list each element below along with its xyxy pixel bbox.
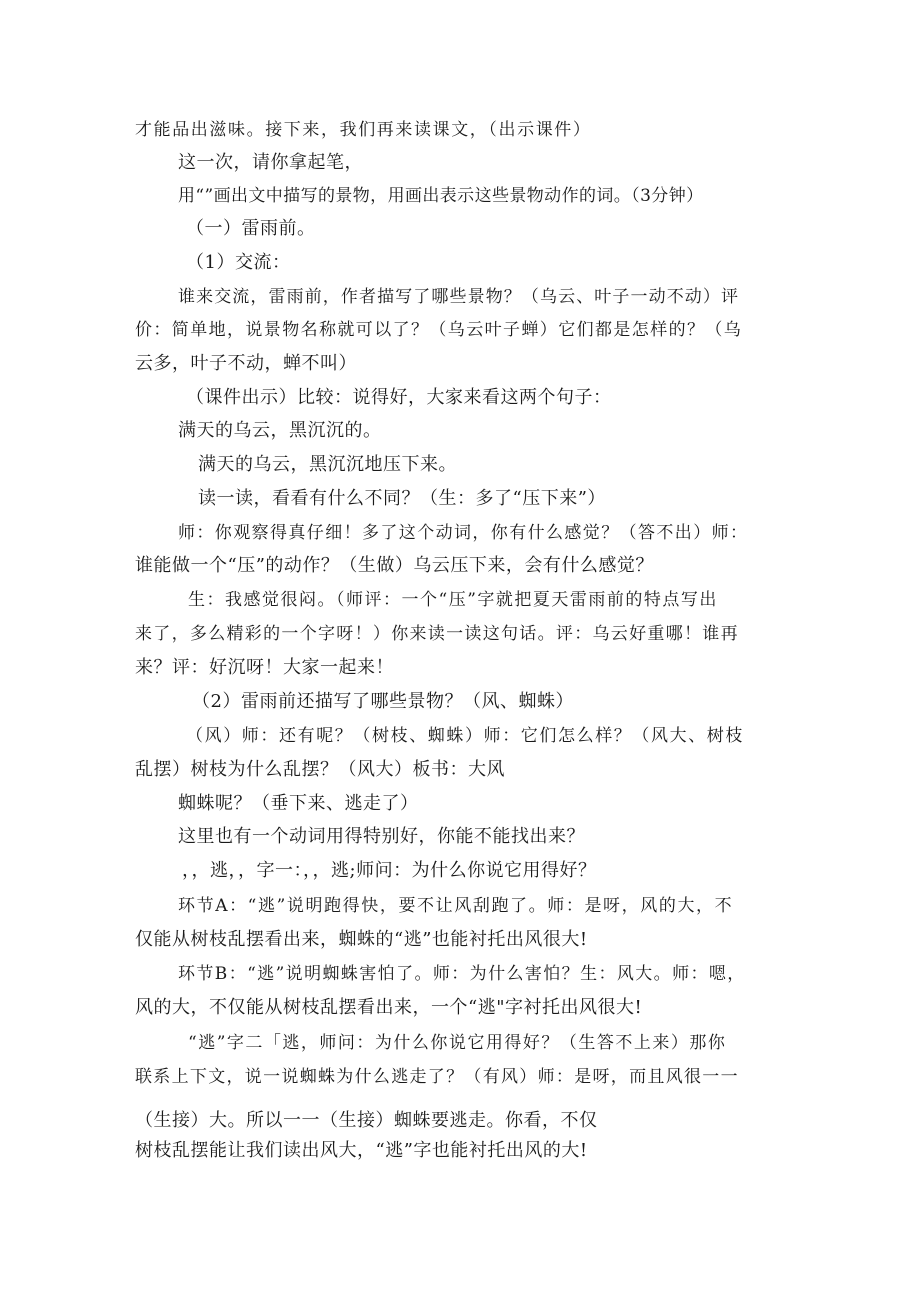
text-line-2: 这一次，请你拿起笔， [178, 152, 363, 173]
text-line-22: 这里也有一个动词用得特别好，你能不能找出来？ [178, 826, 585, 847]
text-line-16: 来了，多么精彩的一个字呀！）你来读一读这句话。评：乌云好重哪！谁再 [135, 624, 739, 644]
text-line-13: 师：你观察得真仔细！多了这个动词，你有什么感觉？（答不出）师： [178, 523, 749, 543]
text-line-4: （一）雷雨前。 [186, 218, 316, 239]
text-line-12: 读一读，看看有什么不同？（生：多了“压下来”） [198, 488, 606, 509]
text-line-28: “逃”字二「逃，师问：为什么你说它用得好？（生答不上来）那你 [188, 1033, 727, 1053]
text-line-21: 蜘蛛呢？（垂下来、逃走了） [178, 793, 419, 814]
text-line-9: （课件出示）比较：说得好，大家来看这两个句子： [186, 387, 612, 408]
text-line-24: 环节A：“逃”说明跑得快，要不让风刮跑了。师：是呀，风的大，不 [178, 896, 734, 916]
text-line-5: （1）交流： [186, 252, 291, 273]
text-line-3: 用“”画出文中描写的景物，用画出表示这些景物动作的词。（3分钟） [178, 186, 704, 206]
text-line-11: 满天的乌云，黑沉沉地压下来。 [198, 454, 457, 475]
text-line-25: 仅能从树枝乱摆看出来，蜘蛛的“逃”也能衬托出风很大! [135, 929, 588, 950]
text-line-20: 乱摆）树枝为什么乱摆？（风大）板书：大风 [135, 759, 505, 780]
text-line-27: 风的大，不仅能从树枝乱摆看出来，一个“逃"字衬托出风很大! [135, 997, 643, 1018]
text-line-17: 来？评：好沉呀！大家一起来！ [135, 657, 394, 678]
text-line-26: 环节B：“逃”说明蜘蛛害怕了。师：为什么害怕？生：风大。师：嗯， [178, 964, 746, 984]
text-line-1: 才能品出滋味。接下来，我们再来读课文，（出示课件） [135, 120, 592, 140]
text-line-31: 树枝乱摆能让我们读出风大，“逃”字也能衬托出风的大! [135, 1140, 588, 1161]
text-line-29: 联系上下文，说一说蜘蛛为什么逃走了？（有风）师：是呀，而且风很一一 [135, 1067, 739, 1087]
text-line-10: 满天的乌云，黑沉沉的。 [178, 420, 382, 441]
text-line-23: ，，逃，，字一：，，逃;师问：为什么你说它用得好？ [182, 860, 597, 881]
text-line-30: （生接）大。所以一一（生接）蜘蛛要逃走。你看，不仅 [135, 1110, 598, 1131]
text-line-19: （风）师：还有呢？（树枝、蜘蛛）师：它们怎么样？（风大、树枝 [186, 726, 744, 746]
text-line-7: 价：简单地，说景物名称就可以了？（乌云叶子蝉）它们都是怎样的？（乌 [135, 320, 743, 340]
text-line-15: 生：我感觉很闷。（师评：一个“压”字就把夏天雷雨前的特点写出 [188, 590, 718, 610]
text-line-18: （2）雷雨前还描写了哪些景物？（风、蜘蛛） [192, 691, 574, 712]
text-line-6: 谁来交流，雷雨前，作者描写了哪些景物？（乌云、叶子一动不动）评 [178, 287, 740, 307]
text-line-8: 云多，叶子不动，蝉不叫） [135, 353, 357, 374]
text-line-14: 谁能做一个“压”的动作？（生做）乌云压下来，会有什么感觉？ [135, 555, 654, 576]
